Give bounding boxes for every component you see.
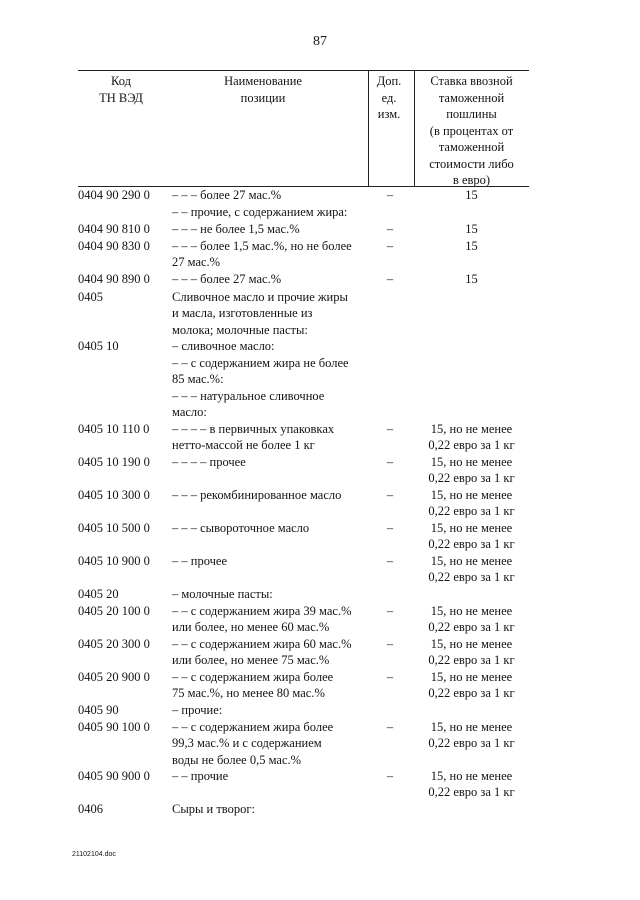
row-unit: –	[386, 188, 394, 202]
row-name: – – прочие, с содержанием жира:	[172, 205, 348, 219]
table-row	[78, 603, 529, 636]
row-code: 0405 10 500 0	[78, 521, 150, 535]
row-code: 0404 90 830 0	[78, 239, 150, 253]
row-rate: 15, но не менее 0,22 евро за 1 кг	[428, 670, 515, 701]
row-rate: 15, но не менее 0,22 евро за 1 кг	[428, 637, 515, 668]
page-number: 87	[313, 34, 327, 49]
table-row	[78, 520, 529, 553]
row-rate: 15, но не менее 0,22 евро за 1 кг	[428, 488, 515, 519]
table-row	[78, 669, 529, 702]
row-unit: –	[386, 554, 394, 568]
table-body	[78, 187, 529, 821]
table-row	[78, 187, 529, 204]
row-code: 0406	[78, 802, 103, 816]
row-name: – прочие:	[172, 703, 223, 717]
row-rate: 15, но не менее 0,22 евро за 1 кг	[428, 521, 515, 552]
table-row	[78, 355, 529, 388]
row-name: – – – – в первичных упаковках нетто-массой не более 1 кг	[172, 422, 335, 453]
row-rate: 15, но не менее 0,22 евро за 1 кг	[428, 455, 515, 486]
row-rate: 15	[465, 222, 478, 236]
row-name: – – прочие	[172, 769, 229, 783]
row-name: – – с содержанием жира 60 мас.% или более, но менее 75 мас.%	[172, 637, 352, 668]
row-code: 0405 10 300 0	[78, 488, 150, 502]
table-row	[78, 221, 529, 238]
row-name: – – – не более 1,5 мас.%	[172, 222, 300, 236]
table-header	[78, 70, 529, 187]
row-code: 0404 90 290 0	[78, 188, 150, 202]
row-unit: –	[386, 604, 394, 618]
row-code: 0405 10 900 0	[78, 554, 150, 568]
row-unit: –	[386, 488, 394, 502]
row-name: – – с содержанием жира более 75 мас.%, но менее 80 мас.%	[172, 670, 334, 701]
row-rate: 15, но не менее 0,22 евро за 1 кг	[428, 720, 515, 751]
table-row	[78, 636, 529, 669]
row-code: 0405 20 900 0	[78, 670, 150, 684]
table-row	[78, 702, 529, 719]
row-name: – сливочное масло:	[172, 339, 275, 353]
row-name: – – – более 27 мас.%	[172, 188, 282, 202]
row-name: – – – рекомбинированное масло	[172, 488, 342, 502]
row-code: 0405 90 100 0	[78, 720, 150, 734]
row-name: Сливочное масло и прочие жиры и масла, изготовленные из молока; молочные пасты:	[172, 290, 348, 337]
table-row	[78, 454, 529, 487]
row-name: – – – более 27 мас.%	[172, 272, 282, 286]
row-rate: 15, но не менее 0,22 евро за 1 кг	[428, 422, 515, 453]
row-code: 0404 90 810 0	[78, 222, 150, 236]
row-rate: 15	[465, 188, 478, 202]
row-name: – – с содержанием жира 39 мас.% или более, но менее 60 мас.%	[172, 604, 352, 635]
row-unit: –	[386, 637, 394, 651]
row-unit: –	[386, 670, 394, 684]
table-row	[78, 719, 529, 768]
row-code: 0405 20	[78, 587, 119, 601]
row-code: 0405 10 110 0	[78, 422, 150, 436]
table-row	[78, 204, 529, 221]
row-name: – – прочее	[172, 554, 227, 568]
row-code: 0405 90	[78, 703, 119, 717]
row-name: – – – сывороточное масло	[172, 521, 310, 535]
row-code: 0405 90 900 0	[78, 769, 150, 783]
row-code: 0405 10 190 0	[78, 455, 150, 469]
table-row	[78, 271, 529, 289]
row-name: – молочные пасты:	[172, 587, 273, 601]
row-code: 0405	[78, 290, 103, 304]
row-code: 0404 90 890 0	[78, 272, 150, 286]
row-code: 0405 20 300 0	[78, 637, 150, 651]
table-row	[78, 289, 529, 338]
table-row	[78, 338, 529, 355]
header-code: Код ТН ВЭД	[99, 74, 143, 105]
row-rate: 15, но не менее 0,22 евро за 1 кг	[428, 554, 515, 585]
row-unit: –	[386, 422, 394, 436]
table-row	[78, 553, 529, 586]
row-name: – – с содержанием жира не более 85 мас.%:	[172, 356, 349, 387]
table-row	[78, 768, 529, 801]
header-unit: Доп. ед. изм.	[376, 74, 402, 121]
header-name: Наименование позиции	[224, 74, 302, 105]
table-row	[78, 487, 529, 520]
row-name: – – – – прочее	[172, 455, 246, 469]
row-rate: 15	[465, 272, 478, 286]
row-unit: –	[386, 769, 394, 783]
row-unit: –	[386, 222, 394, 236]
table-row	[78, 586, 529, 603]
row-unit: –	[386, 720, 394, 734]
table-row	[78, 421, 529, 454]
table-row	[78, 388, 529, 421]
row-name: – – – натуральное сливочное масло:	[172, 389, 325, 420]
tariff-table	[78, 70, 529, 821]
row-rate: 15	[465, 239, 478, 253]
row-name: – – – более 1,5 мас.%, но не более 27 мас.%	[172, 239, 352, 270]
row-unit: –	[386, 239, 394, 253]
footer-filename: 21102104.doc	[72, 851, 116, 858]
table-row	[78, 801, 529, 821]
row-name: – – с содержанием жира более 99,3 мас.% и с содержанием воды не более 0,5 мас.%	[172, 720, 334, 767]
row-code: 0405 20 100 0	[78, 604, 150, 618]
row-name: Сыры и творог:	[172, 802, 255, 816]
row-unit: –	[386, 455, 394, 469]
row-rate: 15, но не менее 0,22 евро за 1 кг	[428, 604, 515, 635]
row-code: 0405 10	[78, 339, 119, 353]
header-rate: Ставка ввозной таможенной пошлины (в процентах от таможенной стоимости либо в евро)	[429, 74, 514, 187]
row-unit: –	[386, 521, 394, 535]
row-rate: 15, но не менее 0,22 евро за 1 кг	[428, 769, 515, 800]
table-row	[78, 238, 529, 271]
row-unit: –	[386, 272, 394, 286]
